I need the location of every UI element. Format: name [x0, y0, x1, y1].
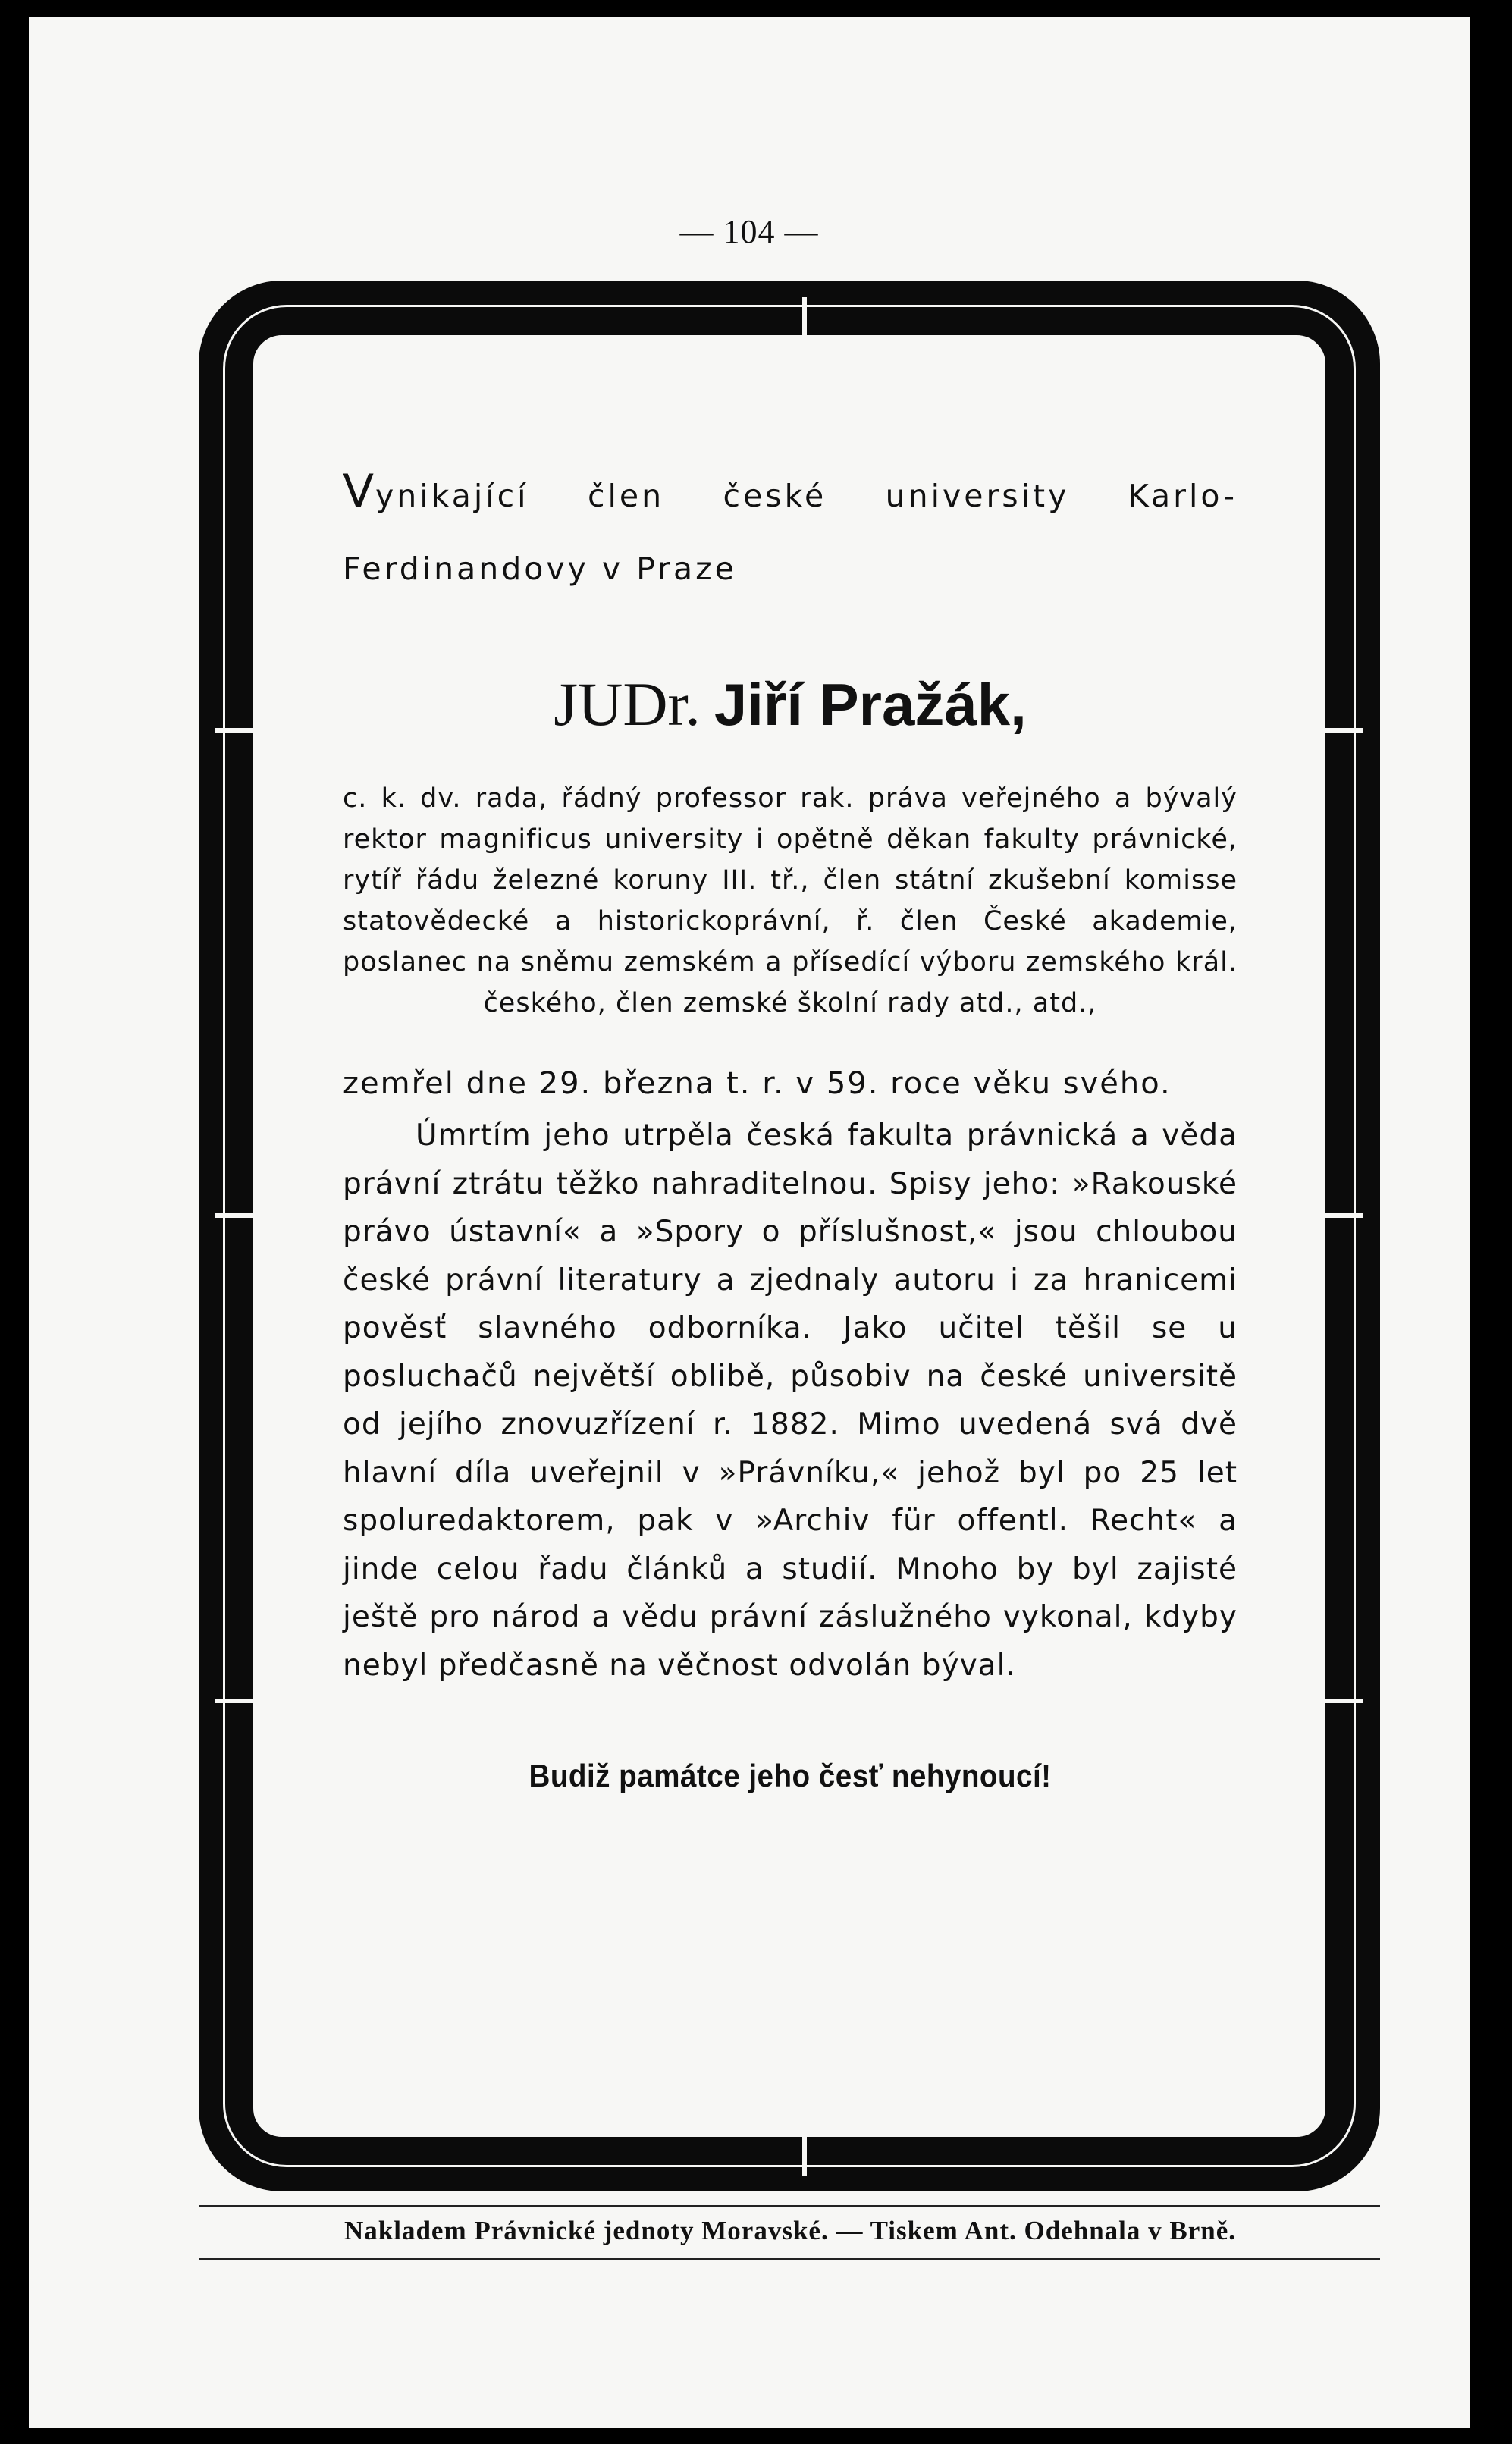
page-number: — 104 — — [679, 213, 819, 250]
footer-rule-bottom — [199, 2258, 1380, 2260]
honors-paragraph: c. k. dv. rada, řádný professor rak. práva veřejného a bývalý rektor magnificus university i opětně děkan fakulty právnické, rytíř řádu železné koruny III. tř., člen státní zkušební komisse statovědecké a historickoprávní, ř. člen České akademie, poslanec na sněmu zemském a přísedící výboru zemského král. českého, člen zemské školní rady atd., atd., — [343, 783, 1238, 1018]
border-notch — [215, 1699, 261, 1703]
intro-drop-letter: V — [343, 465, 376, 518]
border-notch — [1318, 1699, 1363, 1703]
border-notch — [802, 297, 807, 343]
academic-title: JUDr. — [554, 670, 701, 739]
tribute-paragraph: Úmrtím jeho utrpěla česká fakulta právnická a věda právní ztrátu těžko nahraditelnou. Spisy jeho: »Rakouské právo ústavní« a »Spory o příslušnost,« jsou chloubou české právní literatury a zjednaly autoru i za hranicemi pověsť slavného odborníka. Jako učitel těšil se u posluchačů největší oblibě, působiv na české universitě od jejího znovuzřízení r. 1882. Mimo uvedená svá dvě hlavní díla uveřejnil v »Právníku,« jehož byl po 25 let spoluredaktorem, pak v »Archiv für offentl. Recht« a jinde celou řadu článků a studií. Mnoho by byl zajisté ještě pro národ a vědu právní záslužného vykonal, kdyby nebyl předčasně na věčnost odvolán býval. — [343, 1118, 1238, 1683]
obituary-content — [343, 455, 1238, 1794]
farewell-line: Budiž památce jeho česť nehynoucí! — [529, 1758, 1052, 1793]
border-notch — [1318, 728, 1363, 733]
death-notice: zemřel dne 29. března t. r. v 59. roce věku svého. — [343, 1066, 1172, 1101]
deceased-name — [343, 670, 1238, 739]
full-name: Jiří Pražák, — [714, 671, 1027, 738]
border-notch — [802, 2131, 807, 2176]
border-notch — [215, 1213, 261, 1218]
border-notch — [215, 728, 261, 733]
intro-text: ynikající člen české university Karlo-Ferdinandovy v Praze — [343, 478, 1238, 587]
footer-rule-top — [199, 2205, 1380, 2207]
intro-paragraph — [343, 455, 1238, 605]
border-notch — [1318, 1213, 1363, 1218]
publisher-footer: Nakladem Právnické jednoty Moravské. — Tiskem Ant. Odehnala v Brně. — [343, 2216, 1237, 2245]
